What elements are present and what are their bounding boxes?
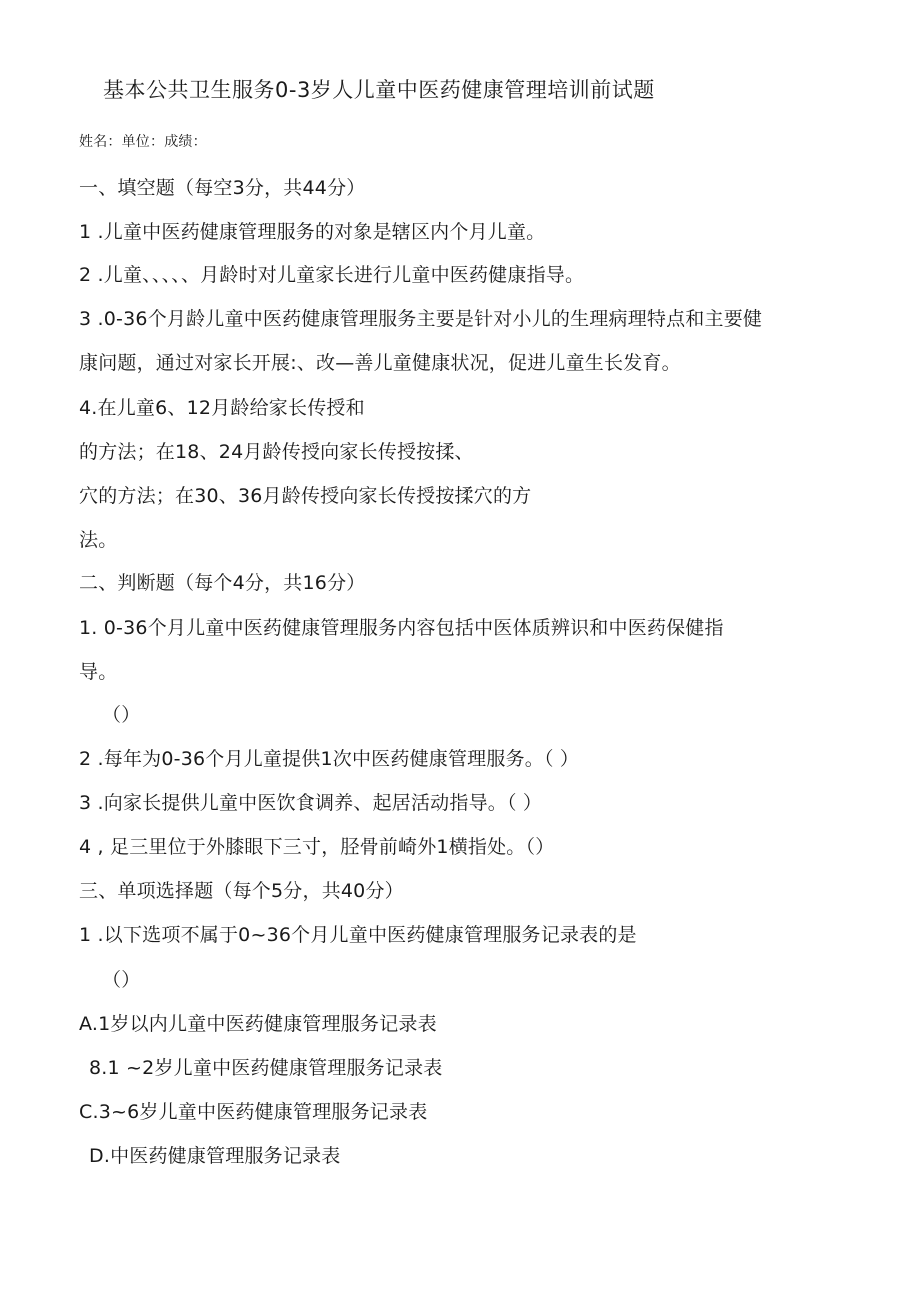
- single-choice-question-1-answer: （）: [102, 969, 141, 991]
- option-c: C.3~6岁儿童中医药健康管理服务记录表: [79, 1101, 428, 1123]
- true-false-question-4: 4 , 足三里位于外膝眼下三寸，胫骨前崎外1横指处。（）: [79, 836, 555, 858]
- section-true-false-heading: 二、判断题（每个4分，共16分）: [79, 572, 366, 594]
- option-b: 8.1 ~2岁儿童中医药健康管理服务记录表: [89, 1057, 443, 1079]
- fill-in-question-3-line-1: 3 .0-36个月龄儿童中医药健康管理服务主要是针对小儿的生理病理特点和主要健: [79, 308, 763, 330]
- fill-in-question-4-line-4: 法。: [79, 529, 118, 551]
- fill-in-question-1: 1 .儿童中医药健康管理服务的对象是辖区内个月儿童。: [79, 221, 546, 243]
- option-d: D.中医药健康管理服务记录表: [89, 1145, 341, 1167]
- fill-in-question-4-line-3: 穴的方法；在30、36月龄传授向家长传授按揉穴的方: [79, 485, 532, 507]
- section-single-choice-heading: 三、单项选择题（每个5分，共40分）: [79, 880, 404, 902]
- true-false-question-2: 2 .每年为0-36个月儿童提供1次中医药健康管理服务。（ ）: [79, 748, 580, 770]
- option-a: A.1岁以内儿童中医药健康管理服务记录表: [79, 1013, 437, 1035]
- true-false-question-1-line-1: 1. 0-36个月儿童中医药健康管理服务内容包括中医体质辨识和中医药保健指: [79, 617, 724, 639]
- document-title: 基本公共卫生服务0-3岁人儿童中医药健康管理培训前试题: [103, 78, 655, 102]
- single-choice-question-1: 1 .以下选项不属于0~36个月儿童中医药健康管理服务记录表的是: [79, 924, 637, 946]
- fill-in-question-2: 2 .儿童、、、、、月龄时对儿童家长进行儿童中医药健康指导。: [79, 264, 585, 286]
- section-fill-in-heading: 一、填空题（每空3分，共44分）: [79, 177, 366, 199]
- true-false-question-1-answer: （）: [102, 704, 141, 726]
- name-unit-score-line: 姓名：单位：成绩：: [79, 134, 207, 150]
- true-false-question-1-line-2: 导。: [79, 661, 118, 683]
- fill-in-question-4-line-2: 的方法；在18、24月龄传授向家长传授按揉、: [79, 441, 474, 463]
- true-false-question-3: 3 .向家长提供儿童中医饮食调养、起居活动指导。（ ）: [79, 792, 543, 814]
- fill-in-question-3-line-2: 康问题，通过对家长开展:、改—善儿童健康状况，促进儿童生长发育。: [79, 352, 681, 374]
- fill-in-question-4-line-1: 4.在儿童6、12月龄给家长传授和: [79, 397, 365, 419]
